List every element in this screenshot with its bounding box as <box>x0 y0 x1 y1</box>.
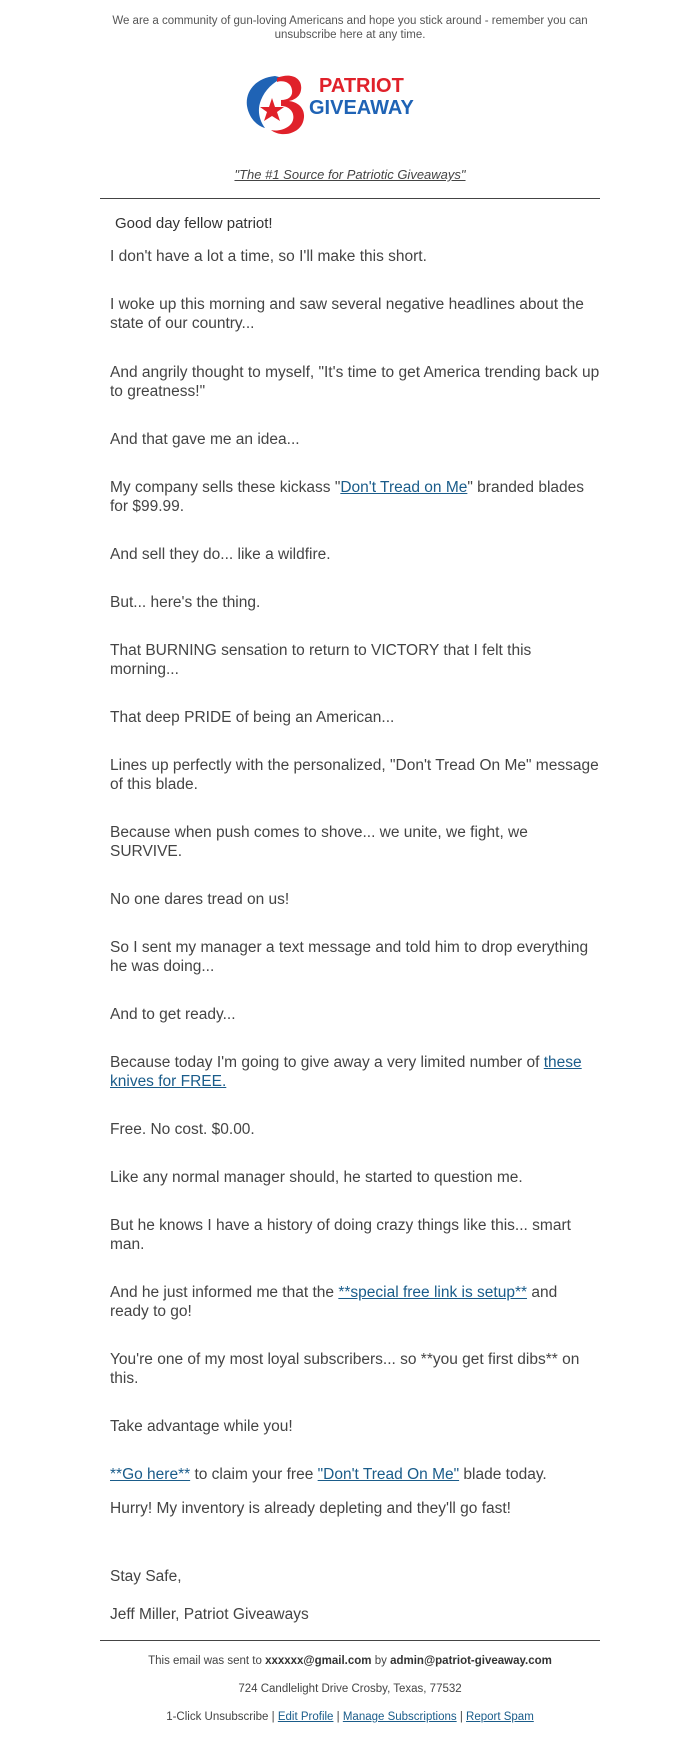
paragraph-3: And angrily thought to myself, "It's time to get America trending back up to greatness!" <box>110 364 600 400</box>
logo-line1: PATRIOT <box>319 75 404 97</box>
manage-subscriptions-link[interactable]: Manage Subscriptions <box>342 1711 457 1723</box>
paragraph-8: That BURNING sensation to return to VICTORY that I felt this morning... <box>110 642 532 678</box>
sender-email: admin@patriot-giveaway.com <box>390 1655 552 1667</box>
signature: Jeff Miller, Patriot Giveaways <box>110 1606 309 1623</box>
free-knives-link[interactable]: these knives for FREE. <box>110 1054 582 1090</box>
paragraph-23: Hurry! My inventory is already depleting and they'll go fast! <box>110 1500 511 1517</box>
paragraph-18: But he knows I have a history of doing crazy things like this... smart man. <box>110 1217 571 1253</box>
logo-line2: GIVEAWAY <box>309 97 414 119</box>
logo-emblem-icon <box>245 70 460 142</box>
report-spam-link[interactable]: Report Spam <box>466 1711 534 1723</box>
dont-tread-on-me-blade-link[interactable]: "Don't Tread On Me" <box>317 1466 460 1483</box>
paragraph-9: That deep PRIDE of being an American... <box>110 709 395 726</box>
tagline <box>0 167 700 182</box>
paragraph-14: And to get ready... <box>110 1006 236 1023</box>
tagline-text: "The #1 Source for Patriotic Giveaways" <box>234 167 466 182</box>
footer-address: 724 Candlelight Drive Crosby, Texas, 77532 <box>238 1683 462 1695</box>
paragraph-5: My company sells these kickass "Don't Tread on Me" branded blades for $99.99. <box>110 479 585 515</box>
preheader-text: We are a community of gun-loving Americans and hope you stick around - remember you can unsubscribe here at any time. <box>112 15 588 41</box>
patriot-giveaway-logo[interactable] <box>245 70 460 142</box>
paragraph-6: And sell they do... like a wildfire. <box>110 546 331 563</box>
paragraph-20: You're one of my most loyal subscribers... so **you get first dibs** on this. <box>110 1351 580 1387</box>
paragraph-22: **Go here** to claim your free "Don't Tread On Me" blade today. <box>110 1466 547 1483</box>
paragraph-10: Lines up perfectly with the personalized, "Don't Tread On Me" message of this blade. <box>110 757 599 793</box>
special-free-link[interactable]: **special free link is setup** <box>338 1284 528 1301</box>
paragraph-12: No one dares tread on us! <box>110 891 290 908</box>
greeting: Good day fellow patriot! <box>115 215 273 232</box>
paragraph-15: Because today I'm going to give away a very limited number of these knives for FREE. <box>110 1054 582 1090</box>
paragraph-2: I woke up this morning and saw several negative headlines about the state of our country... <box>110 296 584 332</box>
paragraph-13: So I sent my manager a text message and told him to drop everything he was doing... <box>110 939 589 975</box>
paragraph-17: Like any normal manager should, he started to question me. <box>110 1169 523 1186</box>
bottom-divider <box>100 1640 600 1641</box>
paragraph-16: Free. No cost. $0.00. <box>110 1121 255 1138</box>
recipient-email: xxxxxx@gmail.com <box>265 1655 372 1667</box>
paragraph-4: And that gave me an idea... <box>110 431 300 448</box>
sign-off: Stay Safe, <box>110 1568 182 1585</box>
paragraph-11: Because when push comes to shove... we unite, we fight, we SURVIVE. <box>110 824 528 860</box>
paragraph-19: And he just informed me that the **special free link is setup** and ready to go! <box>110 1284 558 1320</box>
paragraph-7: But... here's the thing. <box>110 594 261 611</box>
top-divider <box>100 198 600 199</box>
unsubscribe-text[interactable]: 1-Click Unsubscribe <box>166 1711 269 1723</box>
dont-tread-on-me-link[interactable]: Don't Tread on Me <box>340 479 468 496</box>
paragraph-1: I don't have a lot a time, so I'll make this short. <box>110 248 427 265</box>
go-here-link[interactable]: **Go here** <box>110 1466 191 1483</box>
footer-links: 1-Click Unsubscribe | Edit Profile | Manage Subscriptions | Report Spam <box>166 1711 534 1723</box>
footer-sent-to: This email was sent to xxxxxx@gmail.com by admin@patriot-giveaway.com <box>148 1655 552 1667</box>
edit-profile-link[interactable]: Edit Profile <box>277 1711 334 1723</box>
paragraph-21: Take advantage while you! <box>110 1418 293 1435</box>
